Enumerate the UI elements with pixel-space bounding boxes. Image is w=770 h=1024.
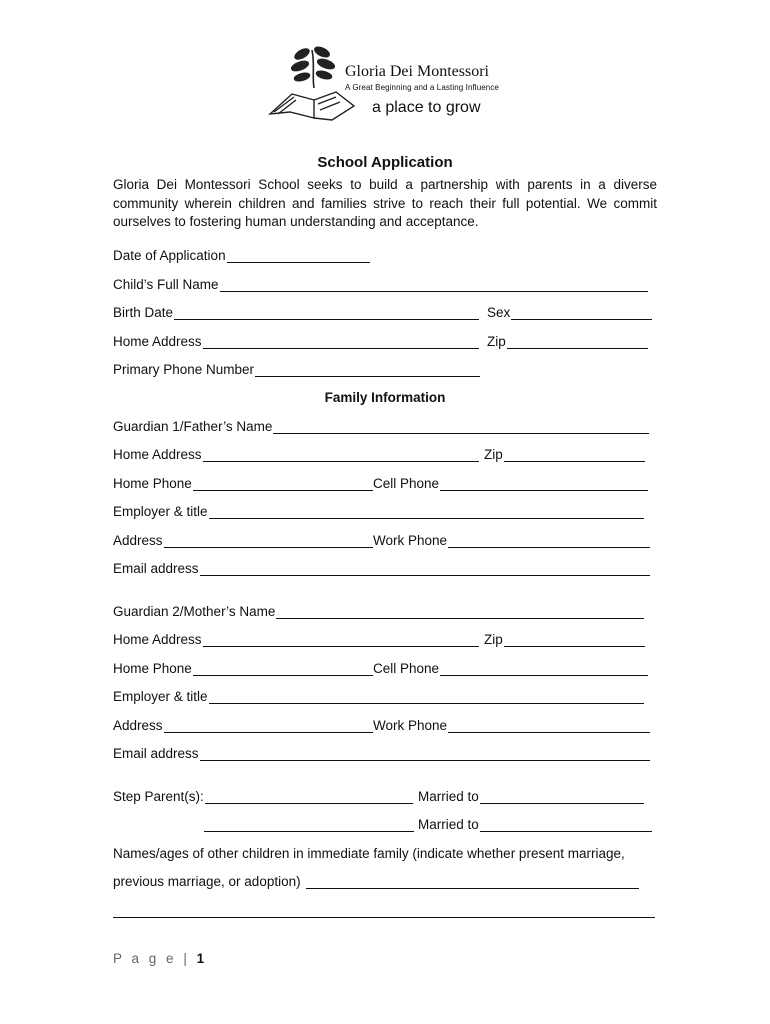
step-parent-label: Step Parent(s): [113, 789, 204, 804]
primary-phone-label: Primary Phone Number [113, 362, 255, 377]
guardian2-cell-phone-label: Cell Phone [373, 661, 440, 676]
guardian1-address-field[interactable] [113, 533, 373, 548]
guardian2-work-phone-label: Work Phone [373, 718, 448, 733]
guardian1-zip-label: Zip [484, 447, 503, 462]
date-of-application-field[interactable] [113, 248, 370, 263]
other-children-prompt-line2: previous marriage, or adoption) [113, 874, 301, 889]
guardian2-work-phone-line[interactable] [448, 718, 650, 733]
child-zip-label: Zip [487, 334, 506, 349]
guardian1-address-line[interactable] [164, 533, 373, 548]
child-zip-field[interactable] [487, 334, 648, 349]
guardian1-home-address-field[interactable] [113, 447, 479, 462]
guardian2-work-phone-field[interactable] [373, 718, 650, 733]
guardian1-work-phone-line[interactable] [448, 533, 650, 548]
other-children-line-1[interactable] [306, 874, 639, 889]
guardian2-email-line[interactable] [200, 746, 650, 761]
child-full-name-line[interactable] [220, 277, 648, 292]
guardian1-work-phone-field[interactable] [373, 533, 650, 548]
married-to-1-label: Married to [418, 789, 479, 804]
birth-date-field[interactable] [113, 305, 479, 320]
school-tagline: A Great Beginning and a Lasting Influence [345, 83, 499, 92]
guardian2-home-address-field[interactable] [113, 632, 479, 647]
guardian2-home-phone-field[interactable] [113, 661, 373, 676]
intro-paragraph: Gloria Dei Montessori School seeks to build a partnership with parents in a diverse community wherein children and families strive to reach their full potential. We commit ourselves to fostering human understanding and acceptance. [113, 177, 657, 229]
guardian1-home-phone-line[interactable] [193, 476, 373, 491]
guardian1-zip-field[interactable] [484, 447, 645, 462]
step-parent-2-line[interactable] [204, 817, 414, 832]
married-to-1-field[interactable] [418, 789, 644, 804]
page-separator: | [183, 951, 190, 966]
guardian2-email-label: Email address [113, 746, 199, 761]
date-of-application-label: Date of Application [113, 248, 226, 263]
guardian2-zip-label: Zip [484, 632, 503, 647]
guardian1-cell-phone-line[interactable] [440, 476, 648, 491]
other-children-line-2[interactable] [113, 917, 655, 918]
sex-field[interactable] [487, 305, 652, 320]
child-home-address-field[interactable] [113, 334, 479, 349]
guardian2-home-phone-label: Home Phone [113, 661, 192, 676]
child-full-name-label: Child’s Full Name [113, 277, 219, 292]
guardian2-name-label: Guardian 2/Mother’s Name [113, 604, 276, 619]
guardian1-employer-line[interactable] [209, 504, 644, 519]
guardian2-cell-phone-line[interactable] [440, 661, 648, 676]
guardian2-home-address-label: Home Address [113, 632, 202, 647]
guardian1-name-line[interactable] [273, 419, 649, 434]
guardian2-name-field[interactable] [113, 604, 644, 619]
guardian1-home-phone-label: Home Phone [113, 476, 192, 491]
guardian1-cell-phone-label: Cell Phone [373, 476, 440, 491]
page-label: P a g e [113, 951, 177, 966]
guardian1-email-field[interactable] [113, 561, 650, 576]
page-number: 1 [196, 951, 205, 966]
married-to-1-line[interactable] [480, 789, 644, 804]
birth-date-line[interactable] [174, 305, 479, 320]
guardian2-employer-field[interactable] [113, 689, 644, 704]
guardian2-zip-field[interactable] [484, 632, 645, 647]
page-footer [113, 951, 204, 966]
guardian2-home-phone-line[interactable] [193, 661, 373, 676]
page-title: School Application [317, 154, 453, 171]
guardian1-zip-line[interactable] [504, 447, 645, 462]
primary-phone-field[interactable] [113, 362, 480, 377]
guardian2-address-label: Address [113, 718, 163, 733]
guardian2-employer-label: Employer & title [113, 689, 208, 704]
married-to-2-label: Married to [418, 817, 479, 832]
guardian1-name-label: Guardian 1/Father’s Name [113, 419, 273, 434]
school-name: Gloria Dei Montessori [345, 63, 489, 80]
guardian2-email-field[interactable] [113, 746, 650, 761]
child-full-name-field[interactable] [113, 277, 648, 292]
guardian1-cell-phone-field[interactable] [373, 476, 648, 491]
other-children-prompt-line1: Names/ages of other children in immediate family (indicate whether present marriage, [113, 846, 625, 861]
sex-label: Sex [487, 305, 511, 320]
guardian1-employer-label: Employer & title [113, 504, 208, 519]
guardian2-address-line[interactable] [164, 718, 373, 733]
primary-phone-line[interactable] [255, 362, 480, 377]
guardian1-email-label: Email address [113, 561, 199, 576]
guardian1-address-label: Address [113, 533, 163, 548]
other-children-field[interactable] [113, 874, 639, 889]
date-of-application-line[interactable] [227, 248, 370, 263]
married-to-2-line[interactable] [480, 817, 652, 832]
guardian2-employer-line[interactable] [209, 689, 644, 704]
open-book-icon [270, 92, 354, 120]
guardian1-email-line[interactable] [200, 561, 650, 576]
birth-date-label: Birth Date [113, 305, 174, 320]
guardian1-home-phone-field[interactable] [113, 476, 373, 491]
family-information-heading: Family Information [324, 390, 446, 405]
guardian2-home-address-line[interactable] [203, 632, 479, 647]
guardian2-cell-phone-field[interactable] [373, 661, 648, 676]
guardian2-name-line[interactable] [276, 604, 644, 619]
guardian2-zip-line[interactable] [504, 632, 645, 647]
child-zip-line[interactable] [507, 334, 648, 349]
step-parent-1-line[interactable] [205, 789, 413, 804]
school-slogan: a place to grow [372, 99, 481, 116]
guardian1-home-address-label: Home Address [113, 447, 202, 462]
guardian1-work-phone-label: Work Phone [373, 533, 448, 548]
married-to-2-field[interactable] [418, 817, 652, 832]
step-parent-2-field[interactable] [204, 817, 414, 832]
guardian1-name-field[interactable] [113, 419, 649, 434]
child-home-address-line[interactable] [203, 334, 479, 349]
guardian1-employer-field[interactable] [113, 504, 644, 519]
sprout-icon [290, 45, 336, 88]
sex-line[interactable] [511, 305, 652, 320]
step-parent-1-field[interactable] [113, 789, 413, 804]
child-home-address-label: Home Address [113, 334, 202, 349]
guardian1-home-address-line[interactable] [203, 447, 479, 462]
guardian2-address-field[interactable] [113, 718, 373, 733]
